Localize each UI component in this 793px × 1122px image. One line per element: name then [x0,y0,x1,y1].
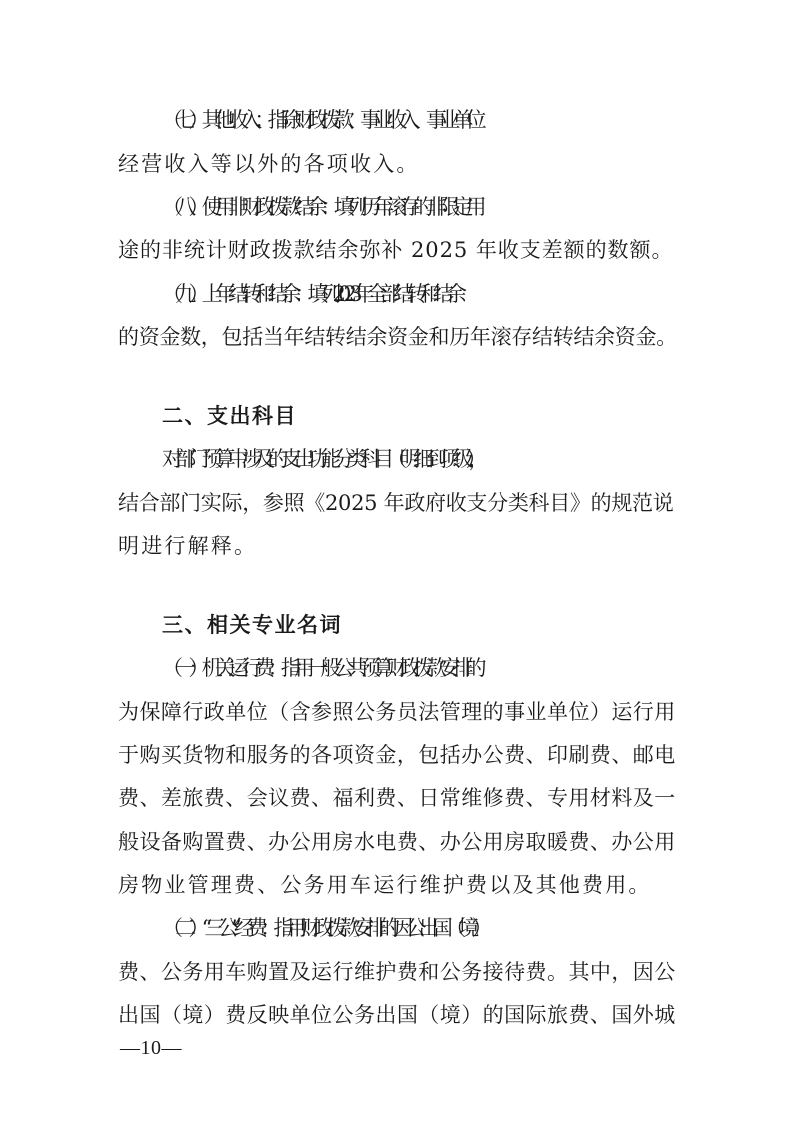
paragraph-expense-line-2: 结合部门实际，参照《2025 年政府收支分类科目》的规范说 [118,491,674,515]
paragraph-operating-cost-line-4: 费、差旅费、会议费、福利费、日常维修费、专用材料及一 [118,786,676,810]
paragraph-carryover-line-2: 的资金数，包括当年结转结余资金和历年滚存结转结余资金。 [118,325,677,349]
heading-expense-items: 二、支出科目 [162,404,297,428]
paragraph-operating-cost-line-6: 房物业管理费、公务用车运行维护费以及其他费用。 [118,873,652,897]
page-number: —10— [120,1037,182,1059]
paragraph-operating-cost-line-1: （一）机关运行费：指用一般公共预算财政拨款安排的 [162,656,479,680]
paragraph-expense-line-3: 明进行解释。 [118,534,258,558]
paragraph-non-fiscal-surplus-line-2: 途的非统计财政拨款结余弥补 2025 年收支差额的数额。 [118,238,674,262]
paragraph-operating-cost-line-3: 于购买货物和服务的各项资金，包括办公费、印刷费、邮电 [118,743,676,767]
paragraph-expense-line-1: 对部门预算中涉及的支出功能分类科目（明细到项级）， [162,447,482,471]
paragraph-three-public-line-1: （二）“三公”经费：指用财政拨款安排的因公出国（境） [162,916,485,940]
paragraph-three-public-line-3: 出国（境）费反映单位公务出国（境）的国际旅费、国外城 [118,1003,676,1027]
paragraph-operating-cost-line-2: 为保障行政单位（含参照公务员法管理的事业单位）运行用 [118,700,676,724]
paragraph-other-income-line-2: 经营收入等以外的各项收入。 [118,152,420,176]
paragraph-carryover-line-1: （九）上年结转和结余：填列 2023 年全部结转和结余 [162,282,460,306]
heading-professional-terms: 三、相关专业名词 [162,613,342,637]
paragraph-three-public-line-2: 费、公务用车购置及运行维护费和公务接待费。其中，因公 [118,960,676,984]
paragraph-other-income-line-1: （七）其他收入：指除财政拨款、事业收入、事业单位 [162,108,479,132]
paragraph-operating-cost-line-5: 般设备购置费、办公用房水电费、办公用房取暖费、办公用 [118,830,676,854]
paragraph-non-fiscal-surplus-line-1: （八）使用非财政拨款结余：填列历年滚存的非限定用 [162,195,479,219]
